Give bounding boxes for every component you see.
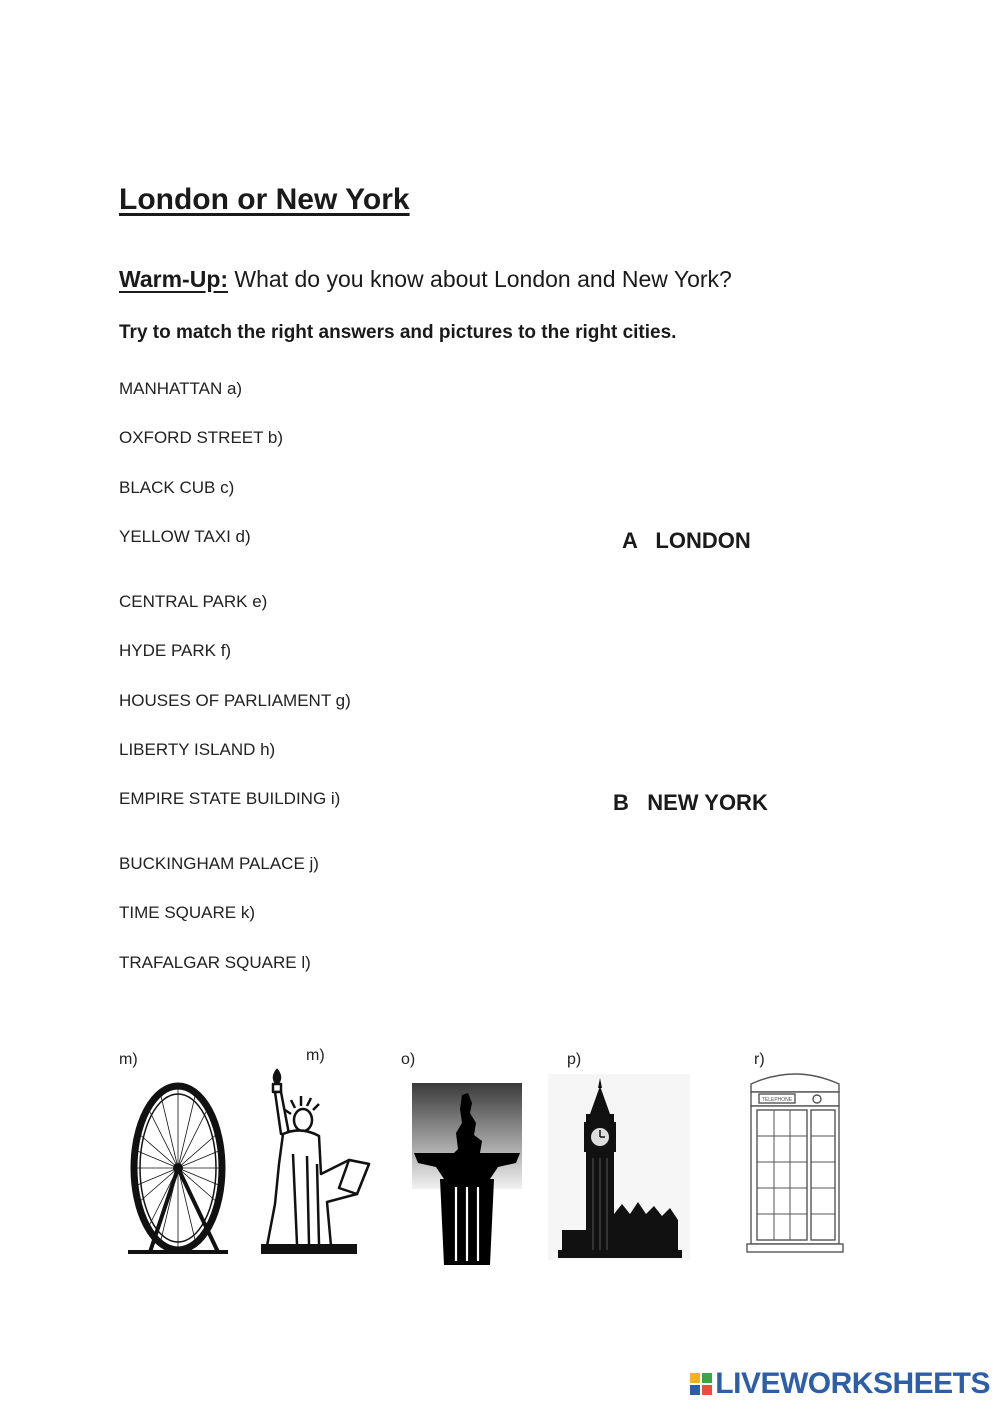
telephone-box-icon[interactable]	[745, 1066, 845, 1254]
drop-zone-new-york[interactable]: B NEW YORK	[613, 790, 768, 815]
warmup-question: What do you know about London and New York?	[228, 266, 732, 292]
worksheet-title: London or New York	[119, 183, 410, 216]
answer-item[interactable]: CENTRAL PARK e)	[119, 592, 268, 611]
answer-item[interactable]: OXFORD STREET b)	[119, 428, 284, 447]
big-ben-icon[interactable]	[548, 1074, 690, 1260]
picture-label-o: o)	[401, 1051, 416, 1068]
picture-label-p: p)	[567, 1051, 582, 1068]
warmup-label: Warm-Up:	[119, 266, 229, 292]
answer-item[interactable]: YELLOW TAXI d)	[119, 527, 251, 546]
liveworksheets-logo-icon	[690, 1373, 712, 1395]
warmup-line	[119, 266, 732, 293]
picture-label-m2: m)	[306, 1047, 325, 1064]
brand-name: LIVEWORKSHEETS	[715, 1367, 990, 1400]
answer-item[interactable]: EMPIRE STATE BUILDING i)	[119, 789, 341, 808]
drop-zone-london[interactable]: A LONDON	[622, 528, 751, 553]
ferris-wheel-icon[interactable]	[120, 1078, 230, 1256]
answer-item[interactable]: HYDE PARK f)	[119, 641, 232, 660]
answer-item[interactable]: TIME SQUARE k)	[119, 903, 256, 922]
instruction: Try to match the right answers and pictures to the right cities.	[119, 322, 677, 343]
answer-item[interactable]: BUCKINGHAM PALACE j)	[119, 854, 319, 873]
liveworksheets-logo	[690, 1367, 990, 1401]
picture-label-r: r)	[754, 1051, 765, 1068]
answer-item[interactable]: MANHATTAN a)	[119, 379, 243, 398]
answer-item[interactable]: BLACK CUB c)	[119, 478, 235, 497]
answer-item[interactable]: TRAFALGAR SQUARE l)	[119, 953, 311, 972]
answer-item[interactable]: LIBERTY ISLAND h)	[119, 740, 276, 759]
answer-item[interactable]: HOUSES OF PARLIAMENT g)	[119, 691, 351, 710]
statue-of-liberty-icon[interactable]	[257, 1064, 375, 1258]
nelsons-column-icon[interactable]	[412, 1083, 522, 1271]
svg-text:TELEPHONE: TELEPHONE	[761, 1097, 793, 1103]
picture-label-m: m)	[119, 1051, 138, 1068]
